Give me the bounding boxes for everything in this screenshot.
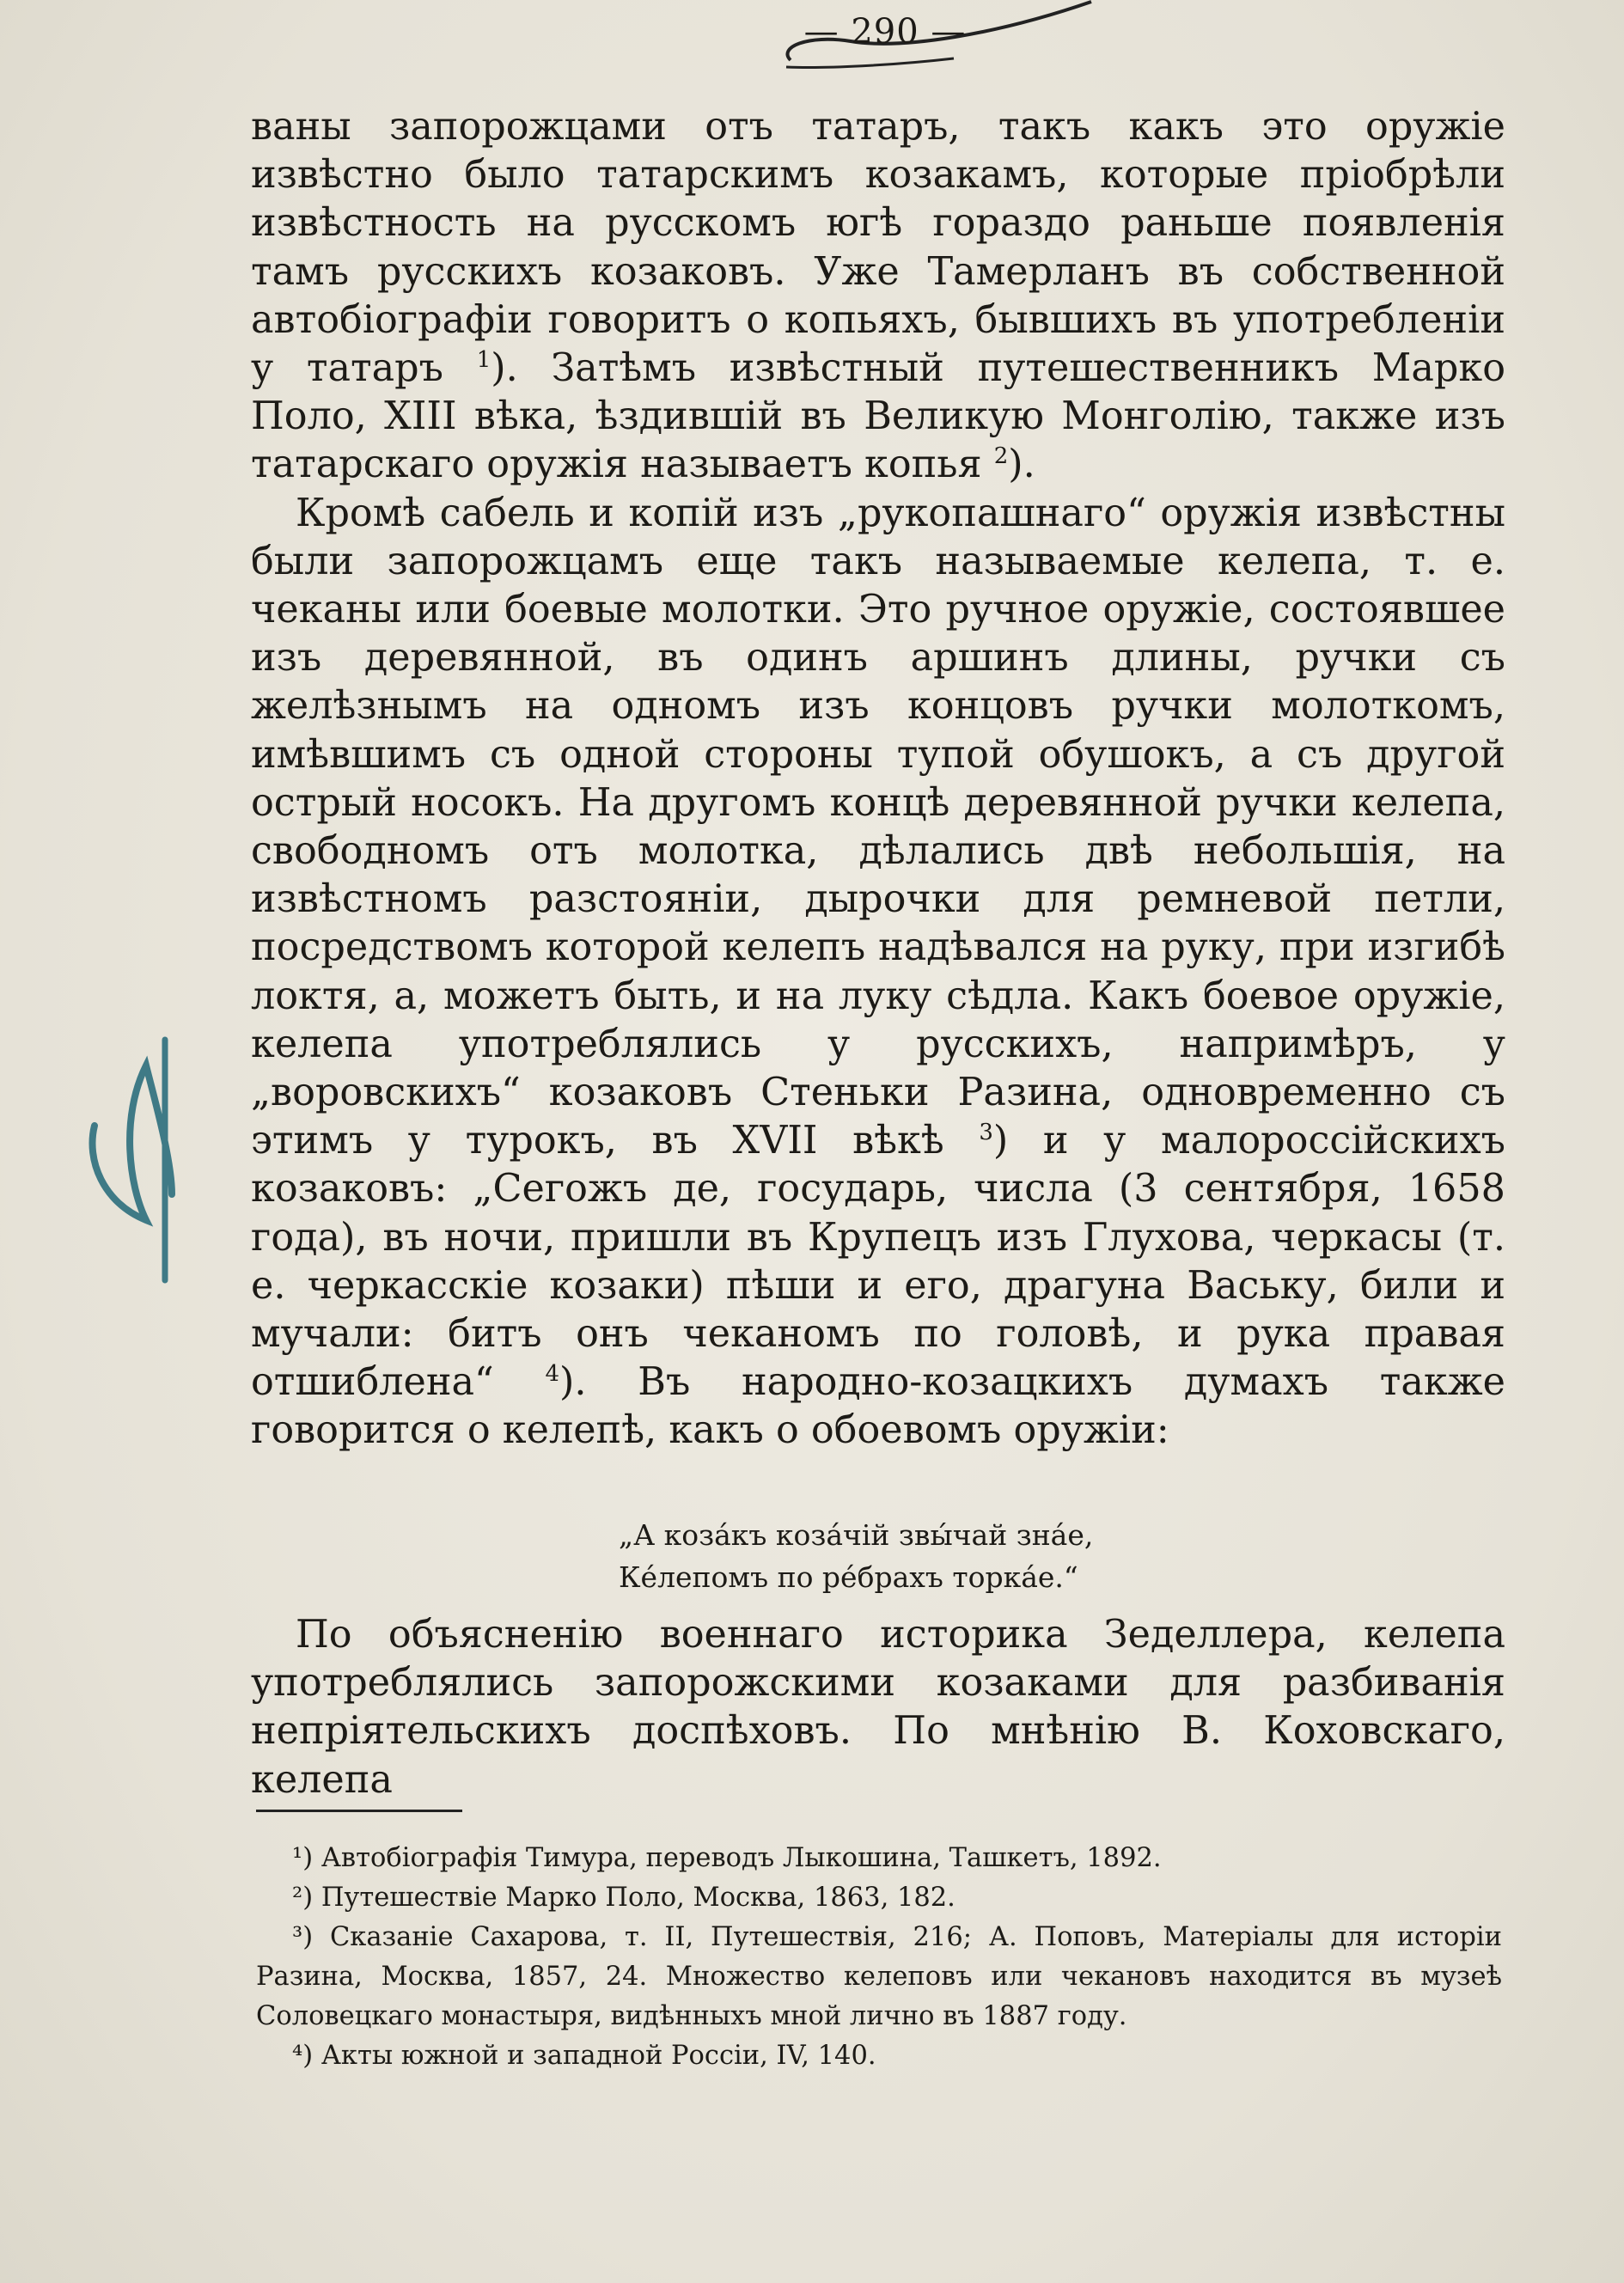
page-number: — 290 — [803, 12, 967, 52]
paragraph-3: По объясненію военнаго историка Зеделлера, келепа употреблялись запорожскими козаками для разбиванія непріятельскихъ доспѣховъ. По мнѣнію В. Коховскаго, келепа [251, 1613, 1505, 1802]
footnote-ref-1: 1 [476, 347, 491, 374]
footnote-ref-3: 3 [979, 1120, 993, 1146]
footnote-3: ³) Сказаніе Сахарова, т. II, Путешествія, 216; А. Поповъ, Матеріалы для исторіи Разина, Москва, 1857, 24. Множество келеповъ или чекановъ находится въ музеѣ Соловецкаго монастыря, видѣнныхъ мной лично въ 1887 году. [256, 1922, 1502, 2031]
footnote-2: ²) Путешествіе Марко Поло, Москва, 1863, 182. [292, 1883, 955, 1913]
margin-pencil-mark [69, 988, 215, 1315]
paragraph-2-text-a: Кромѣ сабель и копій изъ „рукопашнаго“ оружія извѣстны были запорожцамъ еще такъ называемые келепа, т. е. чеканы или боевые молотки. Это ручное оружіе, состоявшее изъ деревянной, въ одинъ аршинъ длины, ручки съ желѣзнымъ на одномъ изъ концовъ ручки молоткомъ, имѣвшимъ съ одной стороны тупой обушокъ, а съ другой острый носокъ. На другомъ концѣ деревянной ручки келепа, свободномъ отъ молотка, дѣлались двѣ небольшія, на извѣстномъ разстояніи, дырочки для ремневой петли, посредствомъ которой келепъ надѣвался на руку, при изгибѣ локтя, а, можетъ быть, и на луку сѣдла. Какъ боевое оружіе, келепа употреблялись у русскихъ, напримѣръ, у „воровскихъ“ козаковъ Стеньки Разина, одновременно съ этимъ у турокъ, въ XVII вѣкѣ [251, 491, 1505, 1163]
verse-quote [619, 1514, 1093, 1598]
verse-line-1: „А козáкъ козáчій звы́чай знáе, [619, 1518, 1094, 1552]
footnotes [256, 1839, 1502, 2076]
paragraph-2-text-c: ). Въ народно-козацкихъ думахъ также говорится о келепѣ, какъ о обоевомъ оружіи: [251, 1360, 1505, 1453]
verse-line-2: Кéлепомъ по рéбрахъ торкáе.“ [619, 1560, 1078, 1594]
footnote-ref-4: 4 [545, 1361, 560, 1388]
main-text [251, 103, 1505, 1456]
footnote-1: ¹) Автобіографія Тимура, переводъ Лыкошина, Ташкетъ, 1892. [292, 1843, 1162, 1873]
main-text-continued [251, 1611, 1505, 1804]
paragraph-2 [251, 490, 1505, 1456]
paragraph-2-text-b: ) и у малороссійскихъ козаковъ: „Сегожъ де, государь, числа (3 сентября, 1658 года), въ ночи, пришли въ Крупецъ изъ Глухова, черкасы (т. е. черкасскіе козаки) пѣши и его, драгуна Ваську, били и мучали: битъ онъ чеканомъ по головѣ, и рука правая отшиблена“ [251, 1119, 1505, 1405]
paragraph-1-text-a: ваны запорожцами отъ татаръ, такъ какъ это оружіе извѣстно было татарскимъ козакамъ, которые пріобрѣли извѣстность на русскомъ югѣ гораздо раньше появленія тамъ русскихъ козаковъ. Уже Тамерланъ въ собственной автобіографіи говоритъ о копьяхъ, бывшихъ въ употребленіи у татаръ [251, 105, 1505, 391]
footnote-4: ⁴) Акты южной и западной Россіи, IV, 140. [292, 2041, 876, 2071]
footnote-ref-2: 2 [993, 443, 1009, 470]
paragraph-1 [251, 103, 1505, 490]
paragraph-1-text-c: ). [1008, 443, 1035, 487]
paragraph-1-text-b: ). Затѣмъ извѣстный путешественникъ Марко Поло, XIII вѣка, ѣздившій въ Великую Монголію, также изъ татарскаго оружія называетъ копья [251, 346, 1505, 487]
footnote-divider [256, 1810, 462, 1812]
